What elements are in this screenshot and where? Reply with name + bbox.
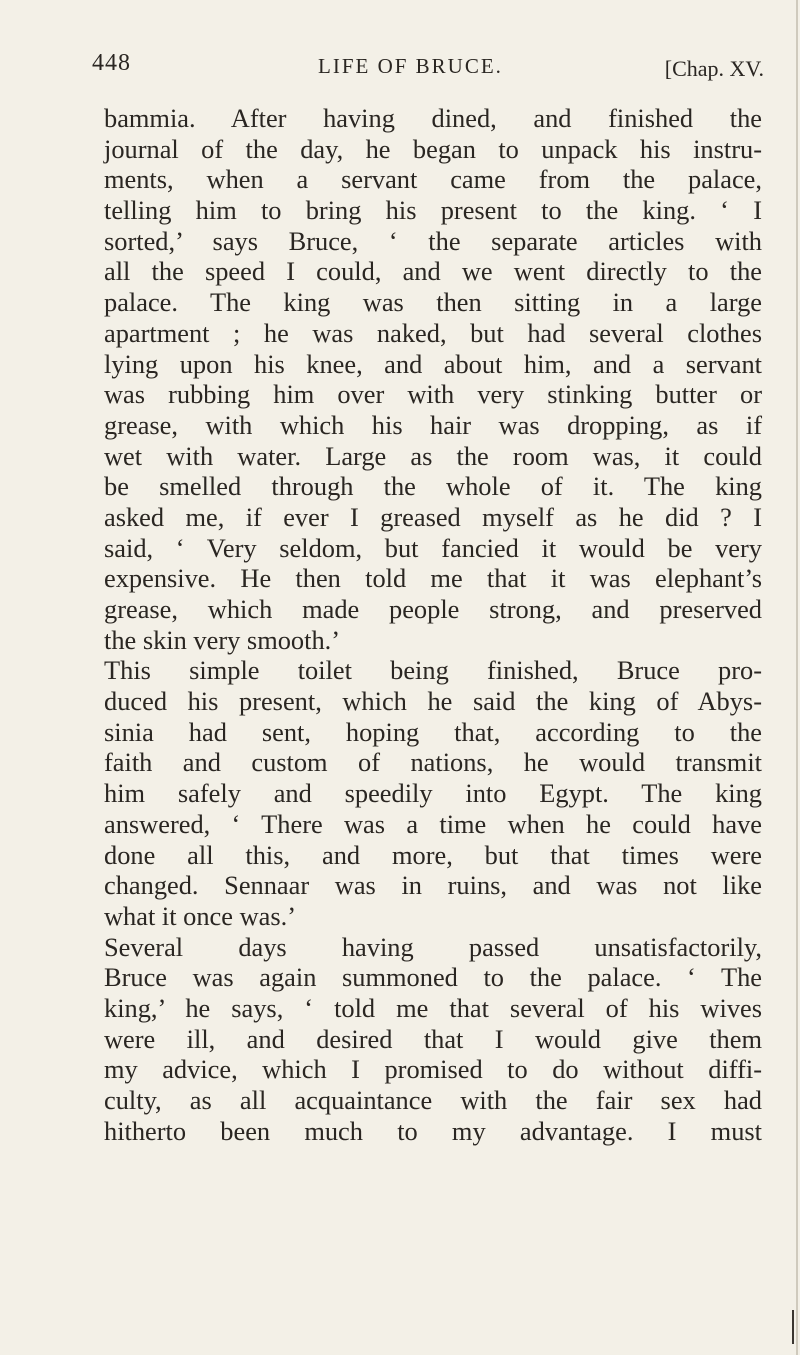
text-line: were ill, and desired that I would give them [104, 1023, 762, 1054]
text-line: apartment ; he was naked, but had several clothes [104, 317, 762, 348]
text-line: duced his present, which he said the king of Abys- [104, 686, 762, 717]
text-line: journal of the day, he began to unpack his instru- [104, 133, 762, 164]
text-line: answered, ‘ There was a time when he could have [104, 808, 762, 839]
text-line: wet with water. Large as the room was, it could [104, 440, 762, 471]
text-line: sinia had sent, hoping that, according to the [104, 716, 762, 747]
text-line: expensive. He then told me that it was elephant’s [104, 563, 762, 594]
text-line: what it once was.’ [104, 900, 297, 931]
text-line: palace. The king was then sitting in a large [104, 287, 762, 318]
page-edge-rule [796, 0, 798, 1355]
text-line: lying upon his knee, and about him, and a servant [104, 348, 762, 379]
text-line: faith and custom of nations, he would transmit [104, 747, 762, 778]
text-line: king,’ he says, ‘ told me that several of his wives [104, 992, 762, 1023]
text-line: the skin very smooth.’ [104, 624, 341, 655]
text-line: all the speed I could, and we went directly to the [104, 256, 762, 287]
text-line: ments, when a servant came from the palace, [104, 164, 762, 195]
text-line: culty, as all acquaintance with the fair sex had [104, 1085, 762, 1115]
chapter-label: [Chap. XV. [664, 56, 764, 81]
text-line: him safely and speedily into Egypt. The king [104, 778, 762, 809]
running-head [92, 50, 764, 84]
text-line: This simple toilet being finished, Bruce pro- [104, 655, 762, 686]
text-line: sorted,’ says Bruce, ‘ the separate articles with [104, 225, 762, 256]
text-line: my advice, which I promised to do without diffi- [104, 1054, 762, 1085]
text-line: hitherto been much to my advantage. I must [104, 1115, 762, 1146]
text-line: Several days having passed unsatisfactorily, [104, 931, 762, 962]
page-number: 448 [92, 50, 131, 76]
text-line: asked me, if ever I greased myself as he did ? I [104, 501, 762, 532]
text-line: telling him to bring his present to the king. ‘ I [104, 195, 762, 226]
text-line: bammia. After having dined, and finished the [104, 103, 762, 133]
text-line: grease, which made people strong, and preserved [104, 594, 762, 624]
text-line: be smelled through the whole of it. The king [104, 471, 762, 502]
page-edge-mark [792, 1310, 794, 1344]
running-title: LIFE OF BRUCE. [318, 54, 503, 78]
text-line: said, ‘ Very seldom, but fancied it would be very [104, 532, 762, 563]
text-line: was rubbing him over with very stinking butter or [104, 379, 762, 410]
text-line: Bruce was again summoned to the palace. ‘ The [104, 962, 762, 993]
text-line: grease, with which his hair was dropping, as if [104, 409, 762, 440]
body-text [104, 103, 762, 1146]
text-line: changed. Sennaar was in ruins, and was not like [104, 870, 762, 901]
text-line: done all this, and more, but that times were [104, 839, 762, 870]
